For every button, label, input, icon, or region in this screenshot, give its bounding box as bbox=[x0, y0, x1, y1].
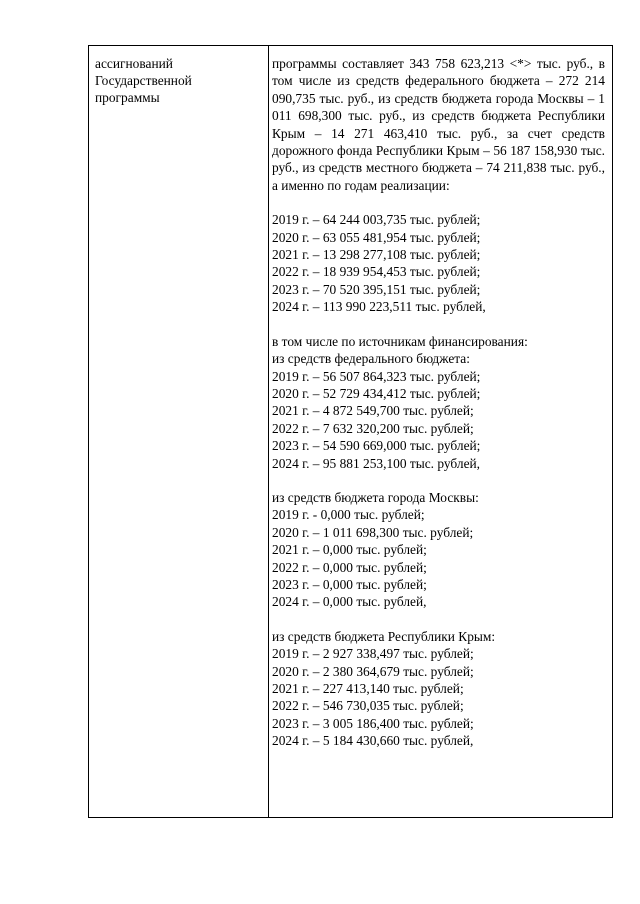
crimea-budget-section bbox=[272, 628, 605, 750]
crimea-year-line: 2023 г. – 3 005 186,400 тыс. рублей; bbox=[272, 715, 474, 731]
funding-intro-paragraph: программы составляет 343 758 623,213 <*> тыс. руб., в том числе из средств федерального бюджета – 272 214 090,735 тыс. руб., из средств бюджета города Москвы – 1 011 698,300 тыс. руб., из средств бюджета Республики Крым – 14 271 463,410 тыс. руб., за счет средств дорожного фонда Республики Крым – 56 187 158,930 тыс. руб., из средств местного бюджета – 74 211,838 тыс. руб., а именно по годам реализации: bbox=[272, 56, 605, 193]
federal-year-line: 2022 г. – 7 632 320,200 тыс. рублей; bbox=[272, 420, 474, 436]
crimea-year-line: 2022 г. – 546 730,035 тыс. рублей; bbox=[272, 698, 464, 714]
crimea-heading: из средств бюджета Республики Крым: bbox=[272, 628, 496, 644]
federal-year-line: 2019 г. – 56 507 864,323 тыс. рублей; bbox=[272, 368, 481, 384]
crimea-year-line: 2020 г. – 2 380 364,679 тыс. рублей; bbox=[272, 663, 474, 679]
crimea-year-line: 2021 г. – 227 413,140 тыс. рублей; bbox=[272, 681, 464, 696]
moscow-year-line: 2023 г. – 0,000 тыс. рублей; bbox=[272, 576, 427, 592]
row-label-line: программы bbox=[95, 90, 160, 105]
row-label-cell bbox=[95, 55, 263, 106]
total-year-line: 2021 г. – 13 298 277,108 тыс. рублей; bbox=[272, 247, 481, 263]
federal-year-line: 2020 г. – 52 729 434,412 тыс. рублей; bbox=[272, 385, 481, 401]
moscow-year-line: 2021 г. – 0,000 тыс. рублей; bbox=[272, 542, 427, 558]
row-label-line: ассигнований bbox=[95, 56, 173, 71]
crimea-year-line: 2024 г. – 5 184 430,660 тыс. рублей, bbox=[272, 733, 474, 749]
moscow-budget-section bbox=[272, 489, 605, 611]
funding-table bbox=[88, 45, 613, 818]
federal-budget-section bbox=[272, 333, 605, 472]
moscow-year-line: 2024 г. – 0,000 тыс. рублей, bbox=[272, 594, 427, 610]
row-label-line: Государственной bbox=[95, 73, 192, 88]
by-source-heading: в том числе по источникам финансирования: bbox=[272, 333, 528, 349]
moscow-year-line: 2020 г. – 1 011 698,300 тыс. рублей; bbox=[272, 524, 474, 540]
total-year-line: 2024 г. – 113 990 223,511 тыс. рублей, bbox=[272, 299, 486, 315]
moscow-year-line: 2022 г. – 0,000 тыс. рублей; bbox=[272, 559, 427, 575]
funding-details-cell bbox=[272, 55, 605, 750]
column-divider bbox=[268, 46, 269, 817]
federal-year-line: 2023 г. – 54 590 669,000 тыс. рублей; bbox=[272, 438, 481, 454]
federal-heading: из средств федерального бюджета: bbox=[272, 351, 470, 367]
totals-by-year bbox=[272, 211, 605, 315]
moscow-heading: из средств бюджета города Москвы: bbox=[272, 489, 479, 505]
total-year-line: 2020 г. – 63 055 481,954 тыс. рублей; bbox=[272, 229, 481, 245]
moscow-year-line: 2019 г. - 0,000 тыс. рублей; bbox=[272, 507, 425, 523]
crimea-year-line: 2019 г. – 2 927 338,497 тыс. рублей; bbox=[272, 646, 474, 662]
total-year-line: 2019 г. – 64 244 003,735 тыс. рублей; bbox=[272, 212, 481, 228]
federal-year-line: 2024 г. – 95 881 253,100 тыс. рублей, bbox=[272, 455, 481, 471]
total-year-line: 2022 г. – 18 939 954,453 тыс. рублей; bbox=[272, 264, 481, 280]
total-year-line: 2023 г. – 70 520 395,151 тыс. рублей; bbox=[272, 281, 481, 297]
federal-year-line: 2021 г. – 4 872 549,700 тыс. рублей; bbox=[272, 403, 474, 419]
